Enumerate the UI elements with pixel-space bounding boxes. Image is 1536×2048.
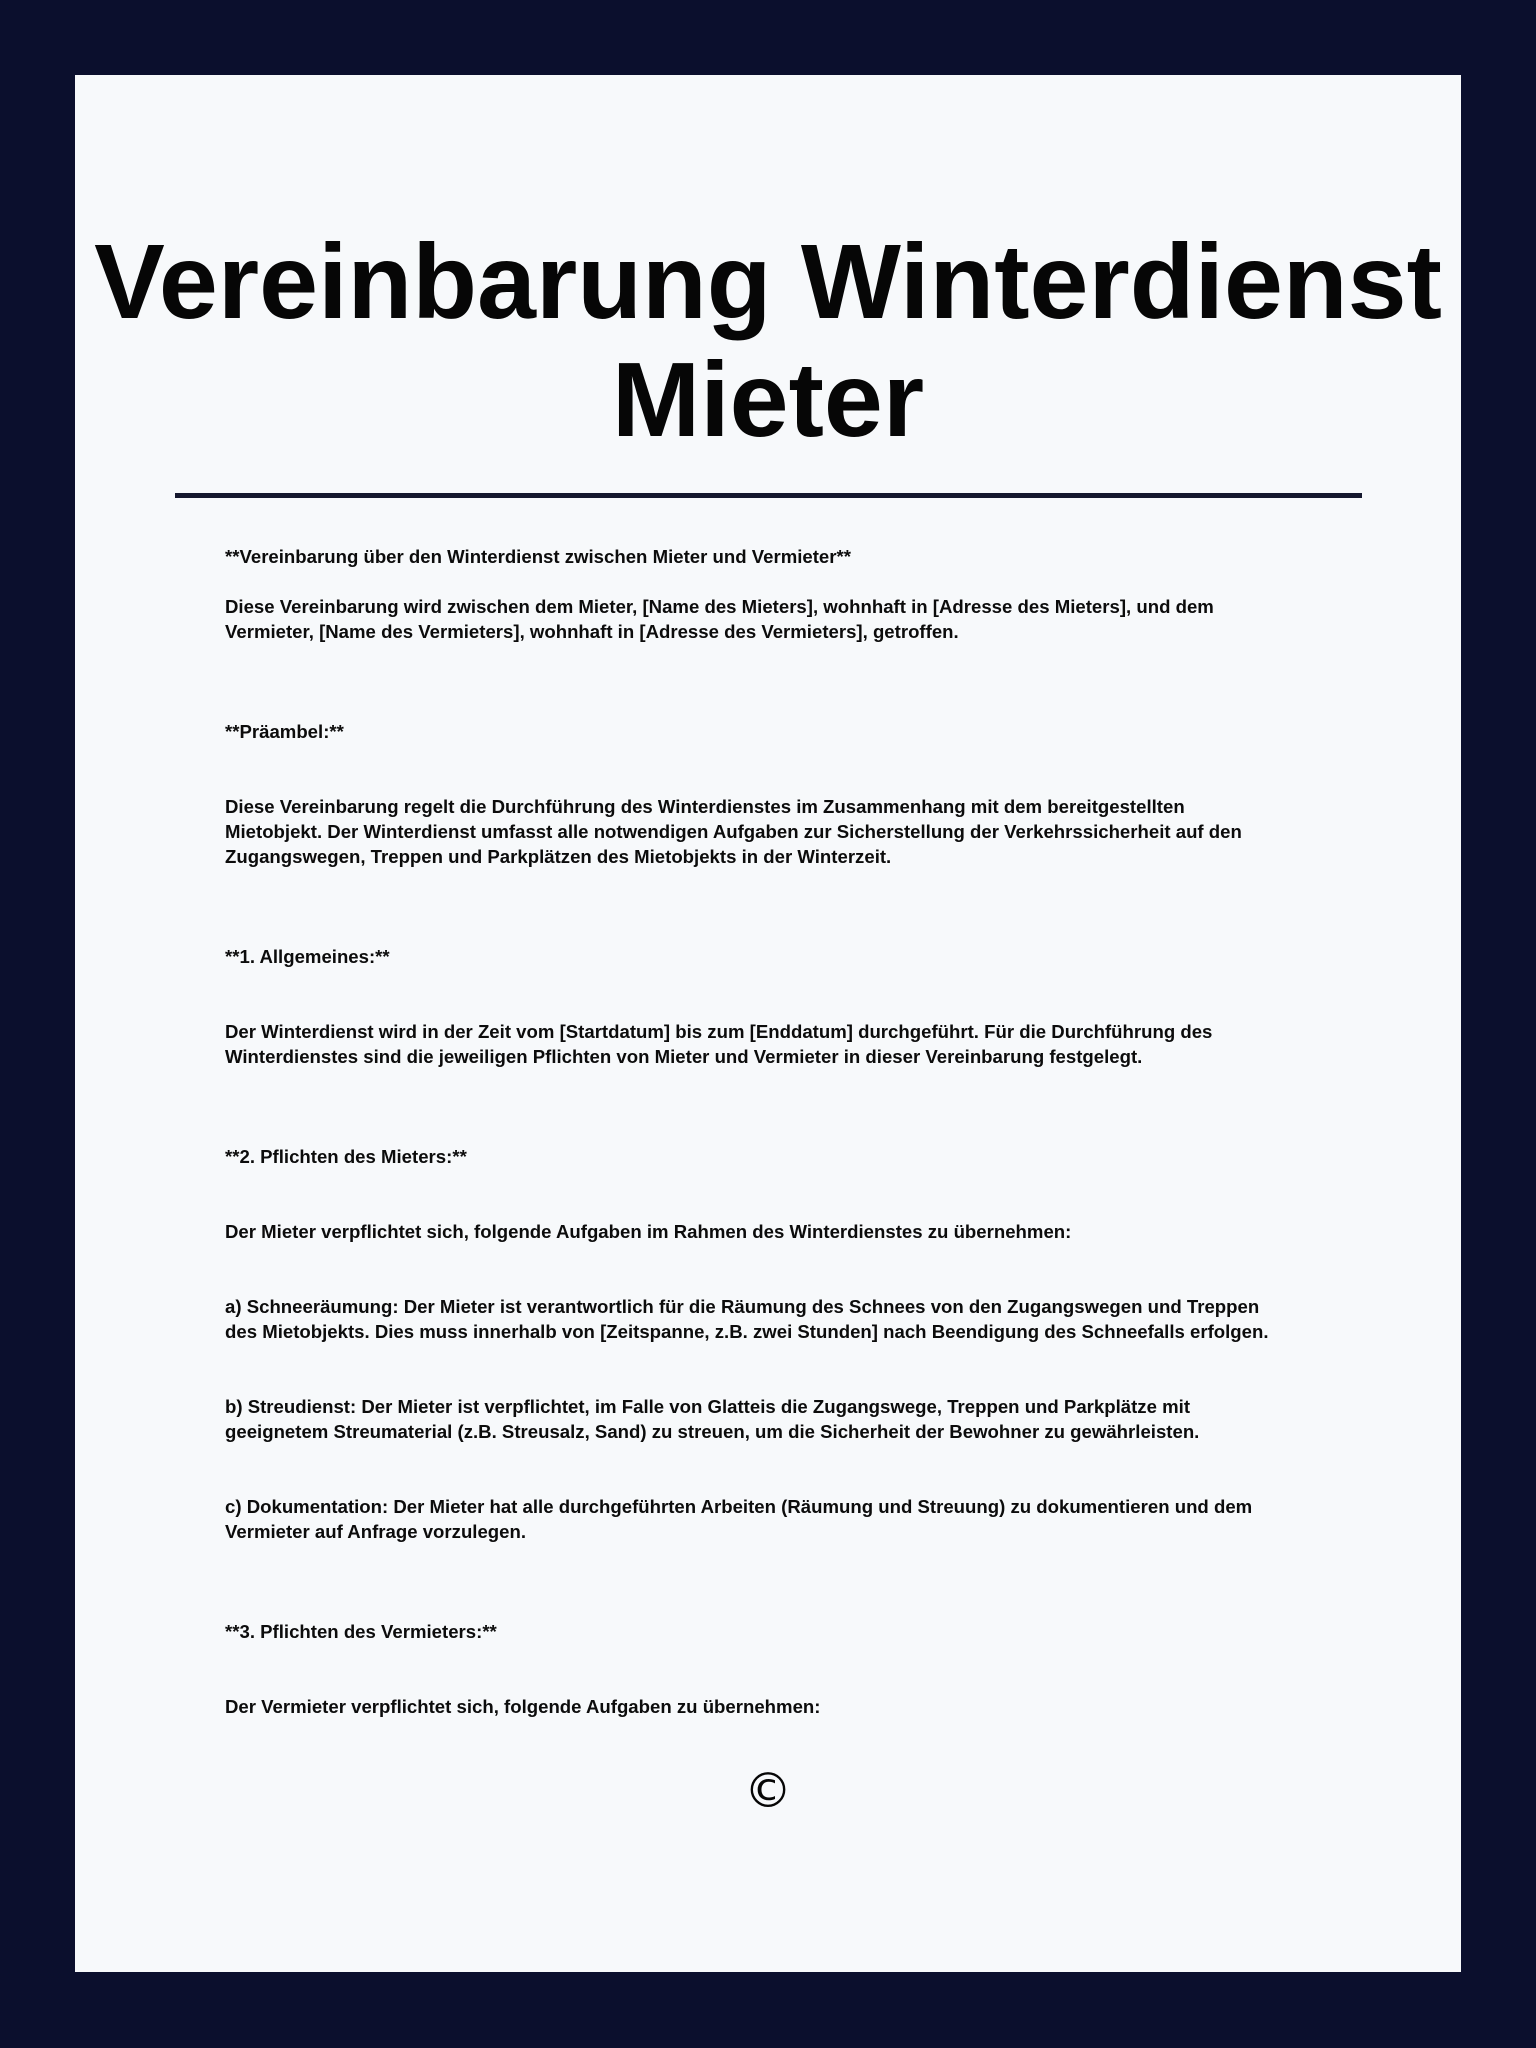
text-line: des Mietobjekts. Dies muss innerhalb von [Zeitspanne, z.B. zwei Stunden] nach Beendigung des Schneefalls erfolgen.	[225, 1321, 1269, 1342]
document-page	[75, 75, 1461, 1972]
section-heading-tenant-duties: **2. Pflichten des Mieters:**	[225, 1146, 467, 1167]
text-line: Zugangswegen, Treppen und Parkplätzen des Mietobjekts in der Winterzeit.	[225, 846, 892, 867]
text-line: Der Winterdienst wird in der Zeit vom [Startdatum] bis zum [Enddatum] durchgeführt. Für die Durchführung des	[225, 1021, 1213, 1042]
section-heading-landlord-duties: **3. Pflichten des Vermieters:**	[225, 1621, 497, 1642]
text-line: Winterdienstes sind die jeweiligen Pflichten von Mieter und Vermieter in dieser Vereinbarung festgelegt.	[225, 1046, 1143, 1067]
text-line: Vermieter auf Anfrage vorzulegen.	[225, 1521, 527, 1542]
text-line: Vermieter, [Name des Vermieters], wohnhaft in [Adresse des Vermieters], getroffen.	[225, 621, 959, 642]
text-line: a) Schneeräumung: Der Mieter ist verantwortlich für die Räumung des Schnees von den Zugangswegen und Treppen	[225, 1296, 1260, 1317]
section-heading-general: **1. Allgemeines:**	[225, 946, 390, 967]
copyright-icon: ©	[744, 1763, 792, 1819]
section-heading-preamble: **Präambel:**	[225, 721, 344, 742]
document-title: Vereinbarung Winterdienst Mieter	[94, 223, 1442, 459]
text-line: Der Vermieter verpflichtet sich, folgende Aufgaben zu übernehmen:	[225, 1696, 821, 1717]
text-line: Mietobjekt. Der Winterdienst umfasst alle notwendigen Aufgaben zur Sicherstellung der Verkehrssicherheit auf den	[225, 821, 1242, 842]
title-divider	[175, 493, 1362, 498]
text-line: geeignetem Streumaterial (z.B. Streusalz, Sand) zu streuen, um die Sicherheit der Bewohner zu gewährleisten.	[225, 1421, 1200, 1442]
text-line: c) Dokumentation: Der Mieter hat alle durchgeführten Arbeiten (Räumung und Streuung) zu dokumentieren und dem	[225, 1496, 1253, 1517]
text-line: Diese Vereinbarung regelt die Durchführung des Winterdienstes im Zusammenhang mit dem bereitgestellten	[225, 796, 1185, 817]
agreement-heading: **Vereinbarung über den Winterdienst zwischen Mieter und Vermieter**	[225, 546, 851, 567]
text-line: b) Streudienst: Der Mieter ist verpflichtet, im Falle von Glatteis die Zugangswege, Treppen und Parkplätze mit	[225, 1396, 1191, 1417]
text-line: Der Mieter verpflichtet sich, folgende Aufgaben im Rahmen des Winterdienstes zu übernehmen:	[225, 1221, 1072, 1242]
text-line: Diese Vereinbarung wird zwischen dem Mieter, [Name des Mieters], wohnhaft in [Adresse des Mieters], und dem	[225, 596, 1214, 617]
